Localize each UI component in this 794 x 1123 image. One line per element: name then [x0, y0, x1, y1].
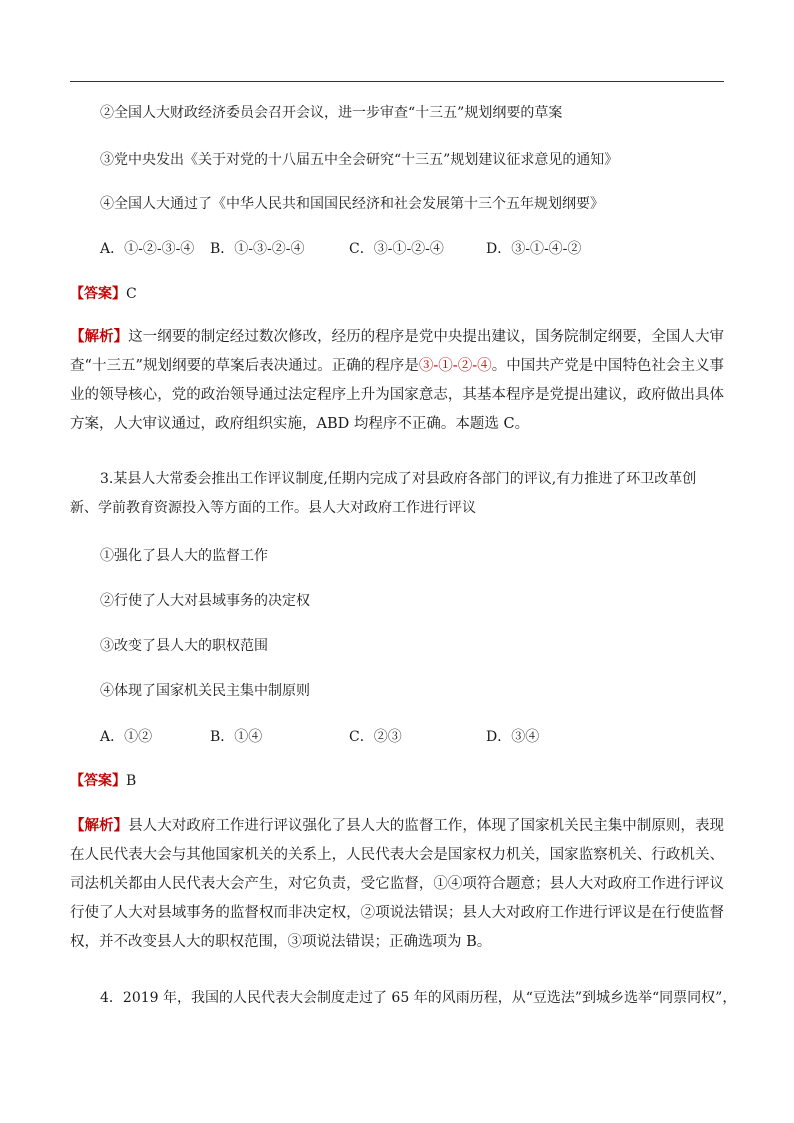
answer-value: B [126, 773, 137, 789]
q2-item-2: ②全国人大财政经济委员会召开会议，进一步审查“十三五”规划纲要的草案 [100, 105, 563, 121]
q2-item-4: ④全国人大通过了《中华人民共和国国民经济和社会发展第十三个五年规划纲要》 [100, 196, 604, 212]
q2-analysis [70, 322, 724, 439]
q2-option-c[interactable]: C．③-①-②-④ [349, 241, 444, 257]
q2-option-a[interactable]: A．①-②-③-④ [100, 241, 195, 257]
analysis-text-1: 这一纲要的制定经过数次修改，经历的程序是党中央提出建议，国务院制定纲要，全国人大审查“十三五”规划纲要的草案后表决通过。正确的程序是 [70, 329, 725, 374]
answer-tag: 【答案】 [70, 773, 126, 789]
q3-item-1: ①强化了县人大的监督工作 [100, 548, 268, 564]
analysis-highlight: ③-①-②-④ [418, 358, 492, 374]
q2-option-d[interactable]: D．③-①-④-② [486, 241, 582, 257]
q3-answer [70, 772, 136, 790]
q3-stem: 3.某县人大常委会推出工作评议制度,任期内完成了对县政府各部门的评议,有力推进了环卫改革创新、学前教育资源投入等方面的工作。县人大对政府工作进行评议 [70, 471, 697, 516]
header-rule [70, 81, 724, 82]
q3-item-4: ④体现了国家机关民主集中制原则 [100, 683, 310, 699]
q3-option-d[interactable]: D．③④ [486, 729, 540, 745]
q3-item-2: ②行使了人大对县域事务的决定权 [100, 593, 310, 609]
answer-value: C [126, 286, 137, 302]
q4-stem: 4．2019 年，我国的人民代表大会制度走过了 65 年的风雨历程，从“豆选法”到城乡选举“同票同权”， [100, 990, 737, 1006]
analysis-text-2: 。中国共产党是中国特色社会主义事业的领导核心，党的政治领导通过法定程序上升为国家意志，其基本程序是党提出建议，政府做出具体方案，人大审议通过，政府组织实施，ABD 均程序不正确。本题选 C。 [70, 358, 724, 432]
q2-item-3: ③党中央发出《关于对党的十八届五中全会研究“十三五”规划建议征求意见的通知》 [100, 152, 619, 168]
q2-option-b[interactable]: B．①-③-②-④ [210, 241, 305, 257]
answer-tag: 【答案】 [70, 286, 126, 302]
analysis-tag: 【解析】 [70, 328, 129, 345]
q3-analysis [70, 811, 724, 957]
q3-item-3: ③改变了县人大的职权范围 [100, 638, 268, 654]
q3-option-b[interactable]: B．①④ [210, 729, 263, 745]
q3-option-a[interactable]: A．①② [100, 729, 153, 745]
analysis-text: 县人大对政府工作进行评议强化了县人大的监督工作，体现了国家机关民主集中制原则，表现在人民代表大会与其他国家机关的关系上，人民代表大会是国家权力机关，国家监察机关、行政机关、司法机关都由人民代表大会产生，对它负责，受它监督，①④项符合题意；县人大对政府工作进行评议行使了人大对县域事务的监督权而非决定权，②项说法错误；县人大对政府工作进行评议是在行使监督权，并不改变县人大的职权范围，③项说法错误；正确选项为 B。 [70, 818, 725, 950]
q3-option-c[interactable]: C．②③ [349, 729, 402, 745]
q2-answer [70, 285, 137, 303]
analysis-tag: 【解析】 [70, 817, 129, 834]
